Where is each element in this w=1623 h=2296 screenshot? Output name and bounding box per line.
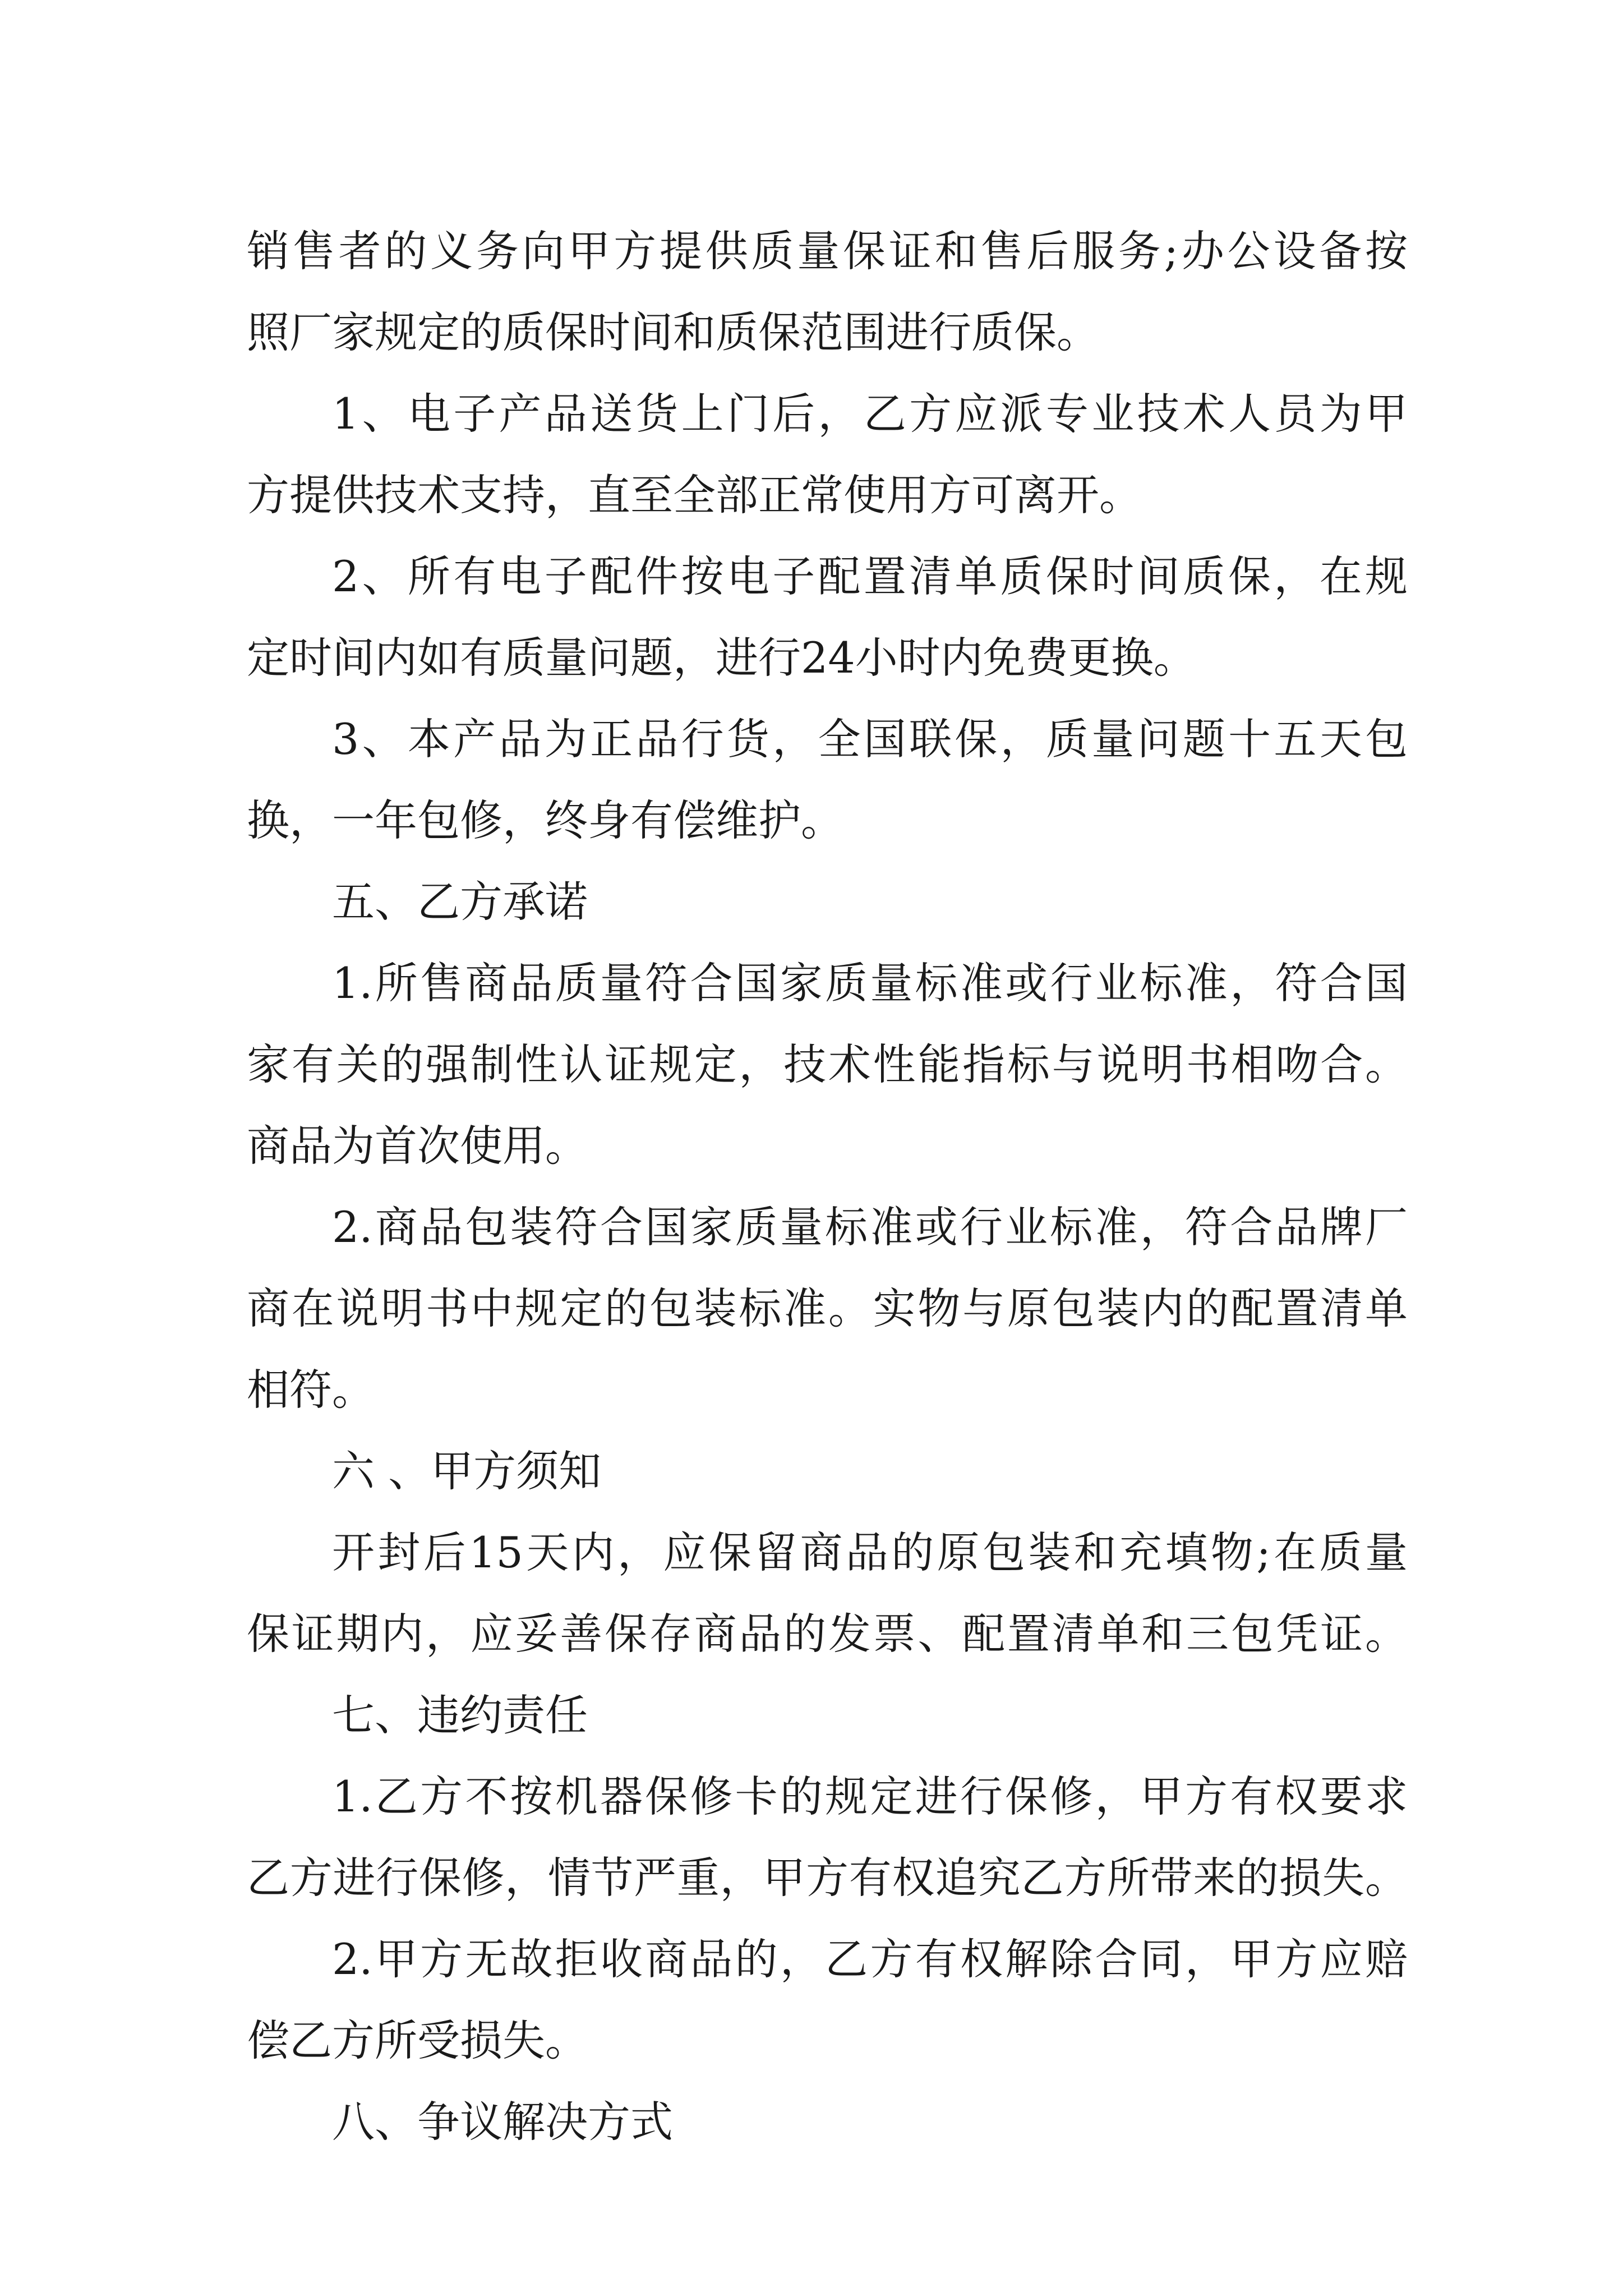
paragraph-line: 乙方进行保修，情节严重，甲方有权追究乙方所带来的损失。 [247, 1853, 1408, 1903]
paragraph-line: 家有关的强制性认证规定，技术性能指标与说明书相吻合。 [247, 1039, 1408, 1089]
paragraph-line: 照厂家规定的质保时间和质保范围进行质保。 [247, 307, 1099, 357]
paragraph-line: 1.所售商品质量符合国家质量标准或行业标准，符合国 [332, 958, 1408, 1008]
paragraph-line: 3、本产品为正品行货，全国联保，质量问题十五天包 [332, 714, 1408, 764]
paragraph-line: 1、电子产品送货上门后，乙方应派专业技术人员为甲 [332, 389, 1408, 439]
paragraph-line: 商品为首次使用。 [247, 1121, 588, 1171]
section-heading: 七、违约责任 [332, 1690, 588, 1740]
paragraph-line: 方提供技术支持，直至全部正常使用方可离开。 [247, 470, 1142, 520]
paragraph-line: 换，一年包修，终身有偿维护。 [247, 795, 843, 845]
paragraph-line: 开封后15天内，应保留商品的原包装和充填物;在质量 [332, 1527, 1408, 1577]
paragraph-line: 销售者的义务向甲方提供质量保证和售后服务;办公设备按 [247, 226, 1408, 276]
section-heading: 八、争议解决方式 [332, 2097, 673, 2147]
section-heading: 六 、甲方须知 [332, 1446, 602, 1496]
paragraph-line: 2、所有电子配件按电子配置清单质保时间质保，在规 [332, 551, 1408, 601]
document-body [247, 210, 1408, 2162]
paragraph-line: 保证期内，应妥善保存商品的发票、配置清单和三包凭证。 [247, 1609, 1408, 1659]
paragraph-line: 1.乙方不按机器保修卡的规定进行保修，甲方有权要求 [332, 1772, 1408, 1821]
paragraph-line: 相符。 [247, 1365, 375, 1415]
paragraph-line: 商在说明书中规定的包装标准。实物与原包装内的配置清单 [247, 1283, 1408, 1333]
paragraph-line: 定时间内如有质量问题，进行24小时内免费更换。 [247, 633, 1196, 683]
section-heading: 五、乙方承诺 [332, 877, 588, 927]
paragraph-line: 2.甲方无故拒收商品的，乙方有权解除合同，甲方应赔 [332, 1934, 1408, 1984]
paragraph-line: 2.商品包装符合国家质量标准或行业标准，符合品牌厂 [332, 1202, 1408, 1252]
paragraph-line: 偿乙方所受损失。 [247, 2016, 588, 2065]
